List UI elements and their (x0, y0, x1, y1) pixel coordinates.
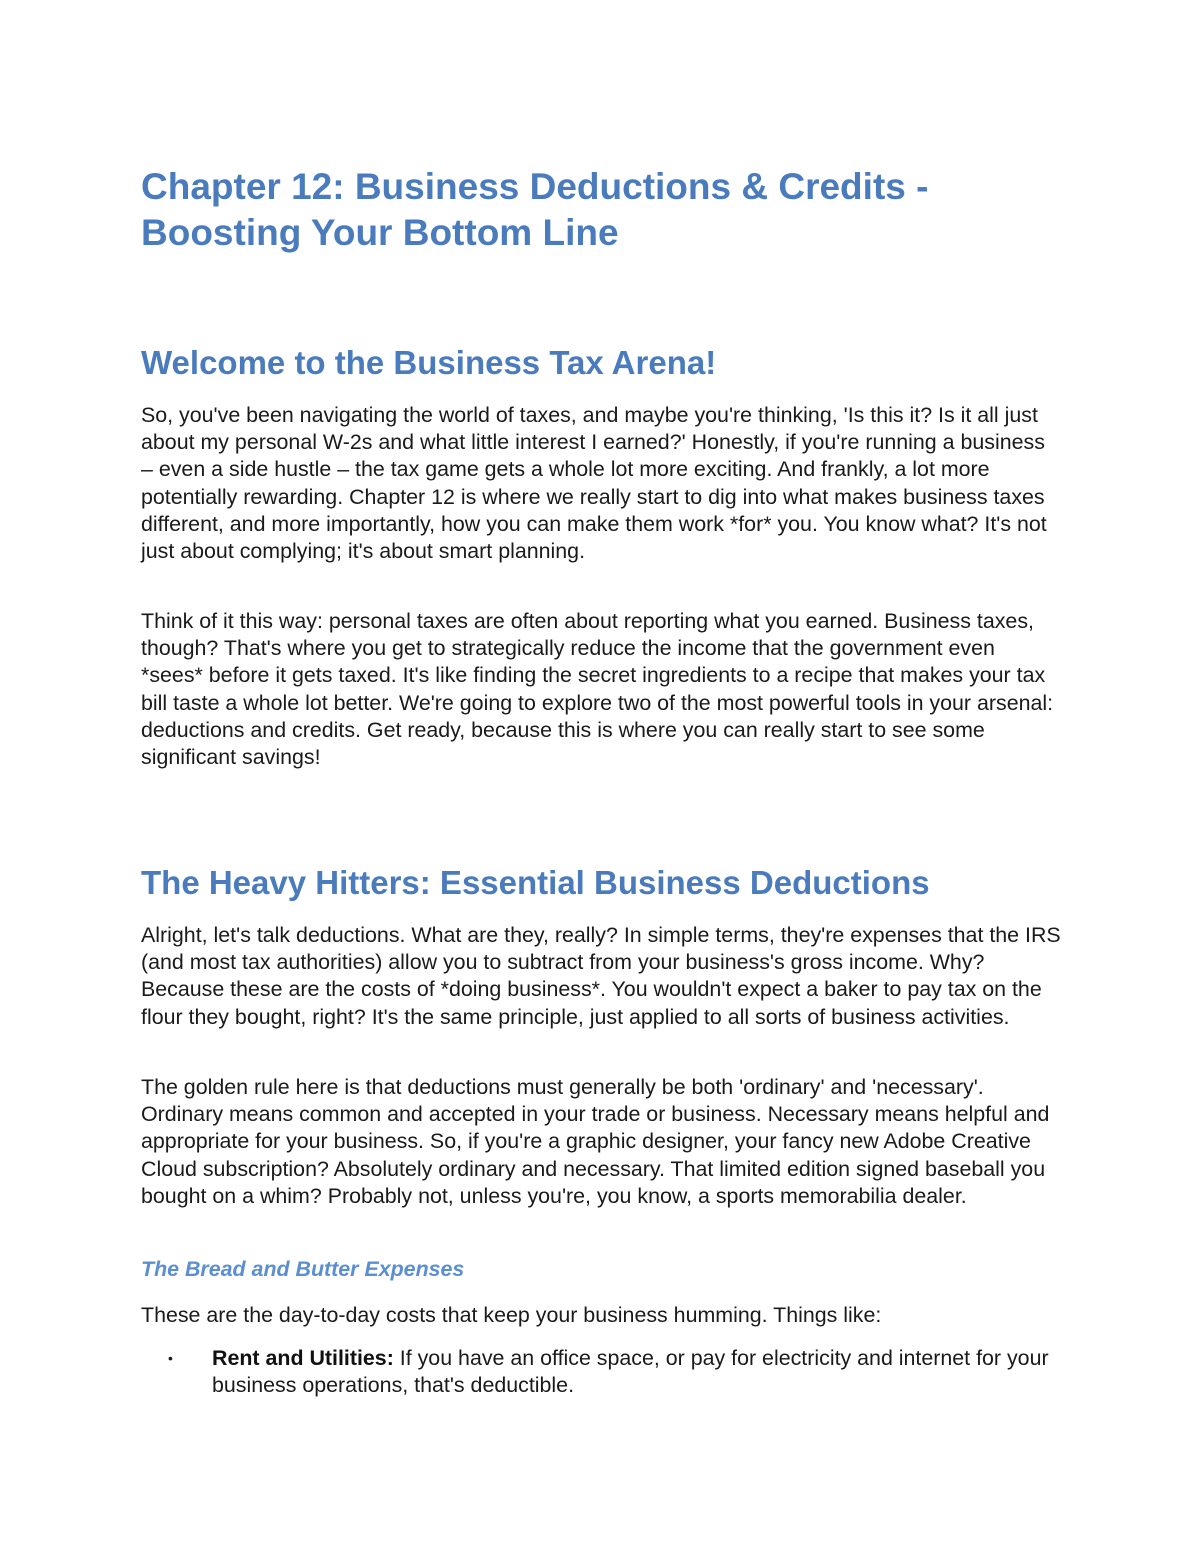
bullet-term: Rent and Utilities: (212, 1346, 394, 1370)
bullet-list (141, 1345, 1061, 1399)
list-item (141, 1345, 1061, 1399)
chapter-title: Chapter 12: Business Deductions & Credits - Boosting Your Bottom Line (141, 166, 929, 253)
subheading-bread-and-butter: The Bread and Butter Expenses (141, 1257, 465, 1281)
bullet-text: If you have an office space, or pay for electricity and internet for your business operations, that's deductible. (212, 1346, 1049, 1398)
paragraph-golden-rule: The golden rule here is that deductions must generally be both 'ordinary' and 'necessary'. Ordinary means common and accepted in your trade or business. Necessary means helpful and appropriate for your business. So, if you're a graphic designer, your fancy new Adobe Creative Cloud subscription? Absolutely ordinary and necessary. That limited edition signed baseball you bought on a whim? Probably not, unless you're, you know, a sports memorabilia dealer. (141, 1075, 1050, 1208)
section-heading-welcome: Welcome to the Business Tax Arena! (141, 344, 717, 381)
paragraph-intro: So, you've been navigating the world of taxes, and maybe you're thinking, 'Is this it? Is it all just about my personal W-2s and what little interest I earned?' Honestly, if you're running a business – even a side hustle – the tax game gets a whole lot more exciting. And frankly, a lot more potentially rewarding. Chapter 12 is where we really start to dig into what makes business taxes different, and more importantly, how you can make them work *for* you. You know what? It's not just about complying; it's about smart planning. (141, 403, 1047, 564)
paragraph-deductions: Alright, let's talk deductions. What are they, really? In simple terms, they're expenses that the IRS (and most tax authorities) allow you to subtract from your business's gross income. Why? Because these are the costs of *doing business*. You wouldn't expect a baker to pay tax on the flour they bought, right? It's the same principle, just applied to all sorts of business activities. (141, 923, 1061, 1029)
bullet-marker: • (168, 1350, 173, 1366)
paragraph-think-of-it: Think of it this way: personal taxes are often about reporting what you earned. Business taxes, though? That's where you get to strategically reduce the income that the government even *sees* before it gets taxed. It's like finding the secret ingredients to a recipe that makes your tax bill taste a whole lot better. We're going to explore two of the most powerful tools in your arsenal: deductions and credits. Get ready, because this is where you can really start to see some significant savings! (141, 609, 1054, 770)
section-heading-heavy-hitters: The Heavy Hitters: Essential Business Deductions (141, 864, 930, 901)
paragraph-day-to-day: These are the day-to-day costs that keep your business humming. Things like: (141, 1303, 882, 1327)
